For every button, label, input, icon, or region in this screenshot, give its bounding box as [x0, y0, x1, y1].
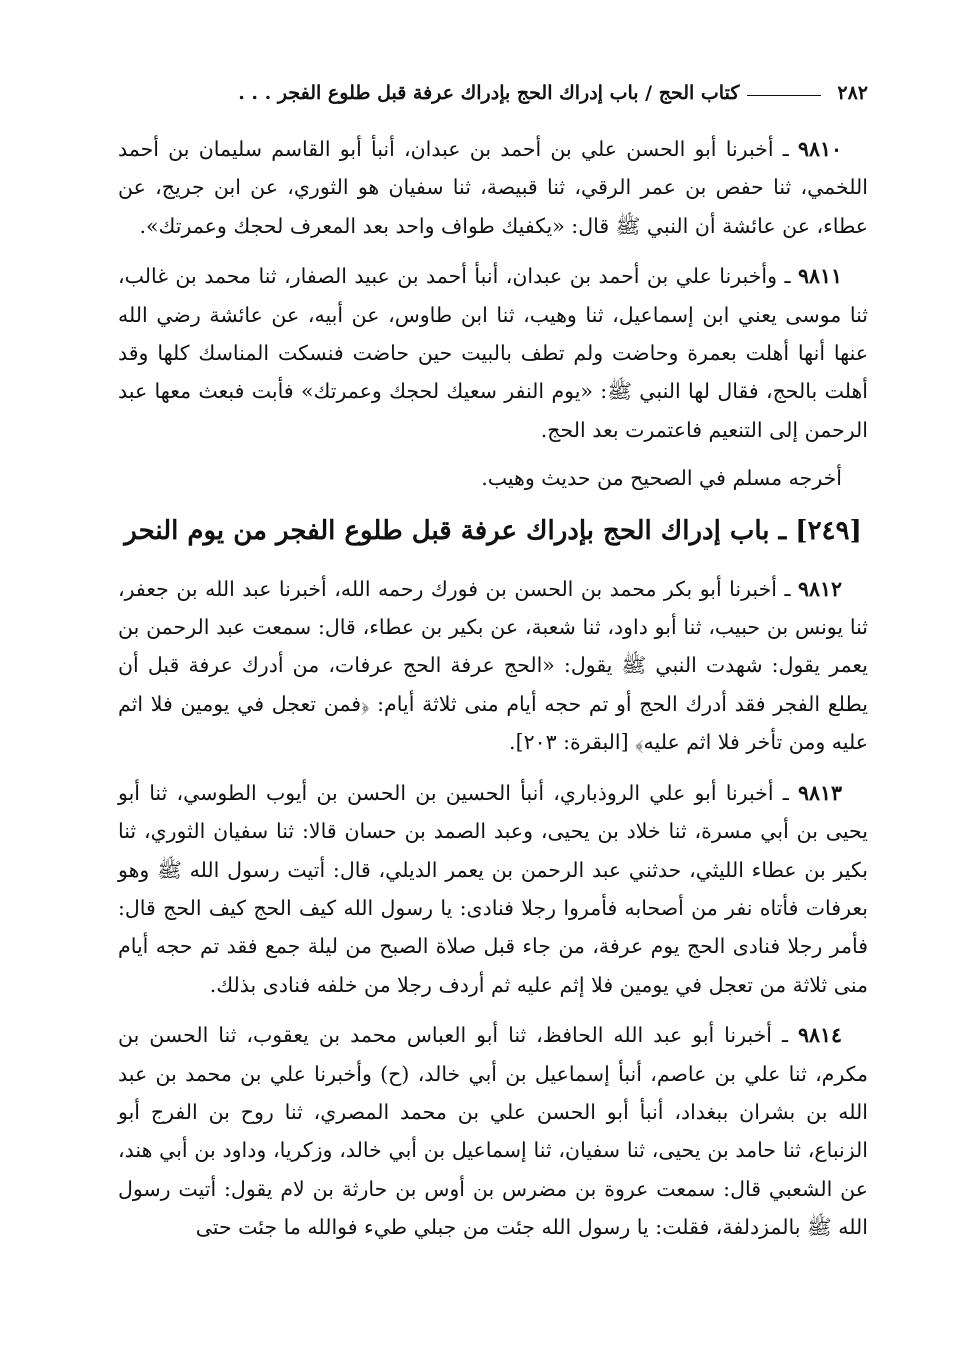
header-rule — [747, 95, 821, 96]
hadith-text: أخبرنا أبو بكر محمد بن الحسن بن فورك رحمه الله، أخبرنا عبد الله بن جعفر، ثنا يونس بن حبيب، ثنا أبو داود، ثنا شعبة، عن بكير بن عطاء، قال: سمعت عبد الرحمن بن يعمر يقول: شهدت النبي ﷺ يقول: «الحج عرفة الحج عرفات، من أدرك عرفة قبل أن يطلع الفجر فقد أدرك الحج أو تم حجه أيام منى ثلاثة أيام: ﴿فمن تعجل في يومين فلا اثم عليه ومن تأخر فلا اثم عليه﴾ [البقرة: ٢٠٣]. — [118, 576, 868, 755]
hadith-number: ٩٨١٢ — [797, 576, 842, 601]
entry-dash: ـ — [773, 137, 789, 161]
chapter-title: باب إدراك الحج بإدراك عرفة قبل طلوع الفجر من يوم النحر — [124, 515, 770, 546]
hadith-number: ٩٨١٠ — [797, 137, 842, 161]
running-header — [118, 72, 868, 114]
entry-dash: ـ — [777, 264, 791, 289]
hadith-text: أخبرنا أبو الحسن علي بن أحمد بن عبدان، أنبأ أبو القاسم سليمان بن أحمد اللخمي، ثنا حفص بن عمر الرقي، ثنا قبيصة، ثنا سفيان هو الثوري، عن ابن جريج، عن عطاء، عن عائشة أن النبي ﷺ قال: «يكفيك طواف واحد بعد المعرف لحجك وعمرتك». — [118, 137, 868, 238]
hadith-entry — [118, 257, 868, 449]
hadith-text: أخبرنا أبو عبد الله الحافظ، ثنا أبو العباس محمد بن يعقوب، ثنا الحسن بن مكرم، ثنا علي بن عاصم، أنبأ إسماعيل بن أبي خالد، (ح) وأخبرنا علي بن محمد بن عبد الله بن بشران ببغداد، أنبأ أبو الحسن علي بن محمد المصري، ثنا روح بن الفرج أبو الزنباع، ثنا حامد بن يحيى، ثنا سفيان، ثنا إسماعيل بن أبي خالد، وزكريا، وداود بن أبي هند، عن الشعبي قال: سمعت عروة بن مضرس بن أوس بن حارثة بن لام يقول: أتيت رسول الله ﷺ بالمزدلفة، فقلت: يا رسول الله جئت من جبلي طيء فوالله ما جئت حتى — [118, 1023, 868, 1240]
hadith-entry — [118, 570, 868, 762]
running-title: كتاب الحج / باب إدراك الحج بإدراك عرفة قبل طلوع الفجر . . . — [238, 82, 740, 104]
hadith-text: أخبرنا أبو علي الروذباري، أنبأ الحسين بن الحسن بن أيوب الطوسي، ثنا أبو يحيى بن أبي مسرة، ثنا خلاد بن يحيى، وعبد الصمد بن حسان قالا: ثنا سفيان الثوري، ثنا بكير بن عطاء الليثي، حدثني عبد الرحمن بن يعمر الديلي، قال: أتيت رسول الله ﷺ وهو بعرفات فأتاه نفر من أصحابه فأمروا رجلا فنادى: يا رسول الله كيف الحج كيف الحج قال: فأمر رجلا فنادى الحج يوم عرفة، من جاء قبل صلاة الصبح من ليلة جمع فقد تم حجه أيام منى ثلاثة من تعجل في يومين فلا إثم عليه ثم أردف رجلا من خلفه فنادى بذلك. — [118, 780, 868, 997]
chapter-number: [٢٤٩] — [795, 515, 862, 546]
hadith-entry — [118, 1016, 868, 1246]
book-page — [118, 72, 868, 1259]
hadith-number: ٩٨١٤ — [797, 1023, 842, 1048]
hadith-entry — [118, 774, 868, 1004]
takhrij-note: أخرجه مسلم في الصحيح من حديث وهيب. — [481, 466, 842, 491]
entry-dash: ـ — [772, 1023, 788, 1048]
page-number: ٢٨٢ — [837, 82, 868, 104]
hadith-text: وأخبرنا علي بن أحمد بن عبدان، أنبأ أحمد بن عبيد الصفار، ثنا محمد بن غالب، ثنا موسى يعني ابن إسماعيل، ثنا وهيب، ثنا ابن طاوس، عن أبيه، عن عائشة رضي الله عنها أنها أهلت بعمرة وحاضت ولم تطف بالبيت حين حاضت فنسكت المناسك كلها وقد أهلت بالحج، فقال لها النبي ﷺ: «يوم النفر سعيك لحجك وعمرتك» فأبت فبعث معها عبد الرحمن إلى التنعيم فاعتمرت بعد الحج. — [118, 264, 868, 442]
chapter-heading — [118, 508, 868, 554]
hadith-number: ٩٨١٣ — [797, 780, 842, 805]
hadith-entry — [118, 130, 868, 245]
chapter-dash: ـ — [769, 515, 787, 546]
hadith-number: ٩٨١١ — [797, 264, 842, 289]
entry-dash: ـ — [773, 780, 789, 805]
entry-dash: ـ — [777, 576, 791, 601]
